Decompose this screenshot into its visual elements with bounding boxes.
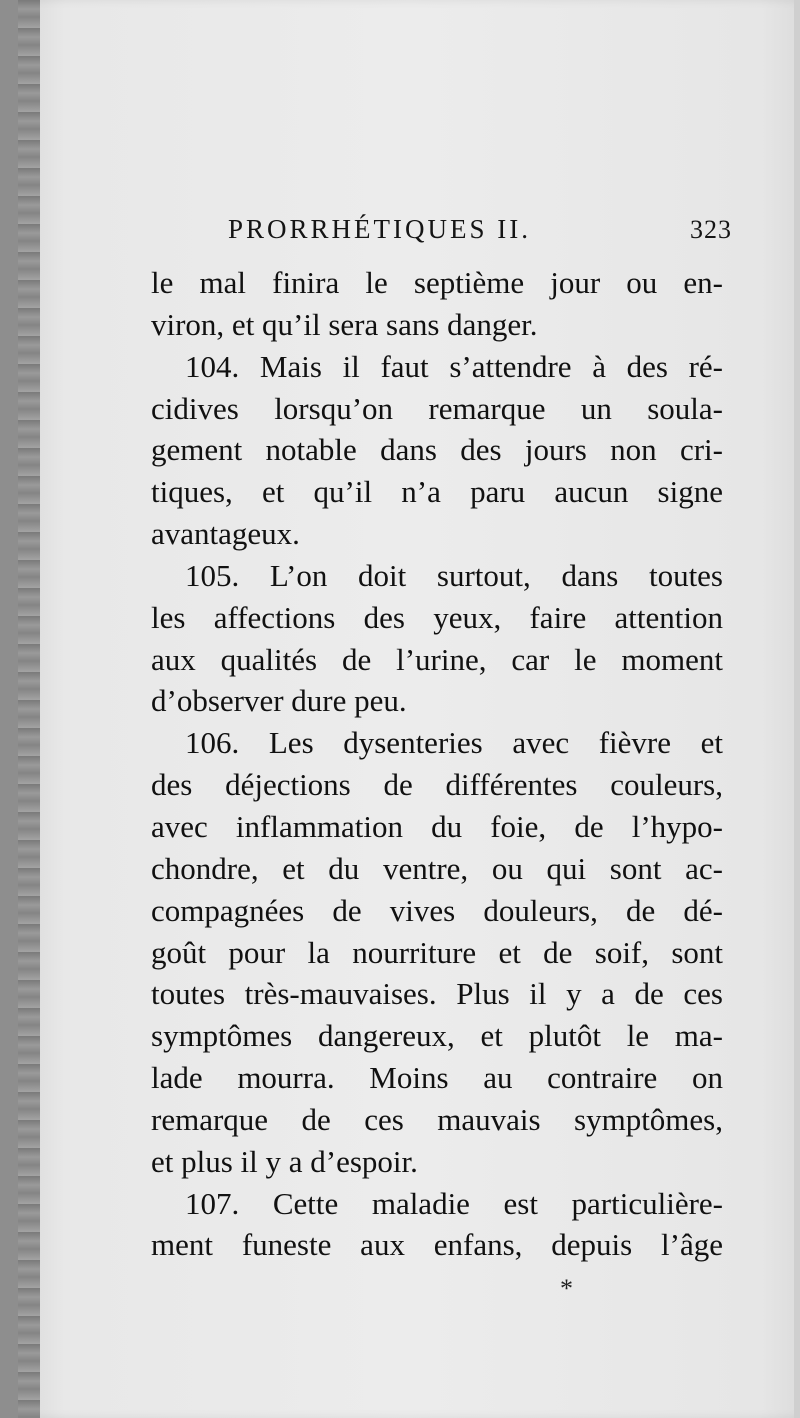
text-line: le mal finira le septième jour ou en-	[151, 265, 723, 300]
text-line: goût pour la nourriture et de soif, sont	[151, 934, 723, 970]
text-line: d’observer dure peu.	[151, 683, 407, 719]
text-line: ment funeste aux enfans, depuis l’âge	[151, 1227, 723, 1263]
text-line: viron, et qu’il sera sans danger.	[151, 306, 538, 342]
text-line: toutes très-mauvaises. Plus il y a de ces	[151, 976, 723, 1012]
text-line: des déjections de différentes couleurs,	[151, 767, 723, 803]
signature-mark: *	[560, 1274, 573, 1303]
page-left-edge	[18, 0, 40, 1418]
text-line: remarque de ces mauvais symptômes,	[151, 1101, 723, 1137]
running-title: PRORRHÉTIQUES II.	[228, 214, 532, 244]
page-number: 323	[690, 215, 732, 244]
body-text	[151, 262, 723, 1266]
text-line: et plus il y a d’espoir.	[151, 1143, 418, 1179]
text-line: 106. Les dysenteries avec fièvre et	[185, 725, 723, 761]
text-line: lade mourra. Moins au contraire on	[151, 1060, 723, 1096]
text-line: compagnées de vives douleurs, de dé-	[151, 892, 723, 928]
text-line: 107. Cette maladie est particulière-	[185, 1185, 723, 1221]
text-line: symptômes dangereux, et plutôt le ma-	[151, 1018, 723, 1054]
page-header	[228, 214, 732, 254]
text-line: gement notable dans des jours non cri-	[151, 432, 723, 468]
text-line: les affections des yeux, faire attention	[151, 599, 723, 635]
text-line: 104. Mais il faut s’attendre à des ré-	[185, 348, 723, 384]
page-right-edge	[794, 0, 800, 1418]
text-line: cidives lorsqu’on remarque un soula-	[151, 390, 723, 426]
text-line: chondre, et du ventre, ou qui sont ac-	[151, 850, 723, 886]
text-line: avec inflammation du foie, de l’hypo-	[151, 808, 723, 844]
text-line: 105. L’on doit surtout, dans toutes	[185, 557, 723, 593]
text-line: aux qualités de l’urine, car le moment	[151, 641, 723, 677]
text-line: avantageux.	[151, 516, 300, 552]
text-line: tiques, et qu’il n’a paru aucun signe	[151, 474, 723, 510]
